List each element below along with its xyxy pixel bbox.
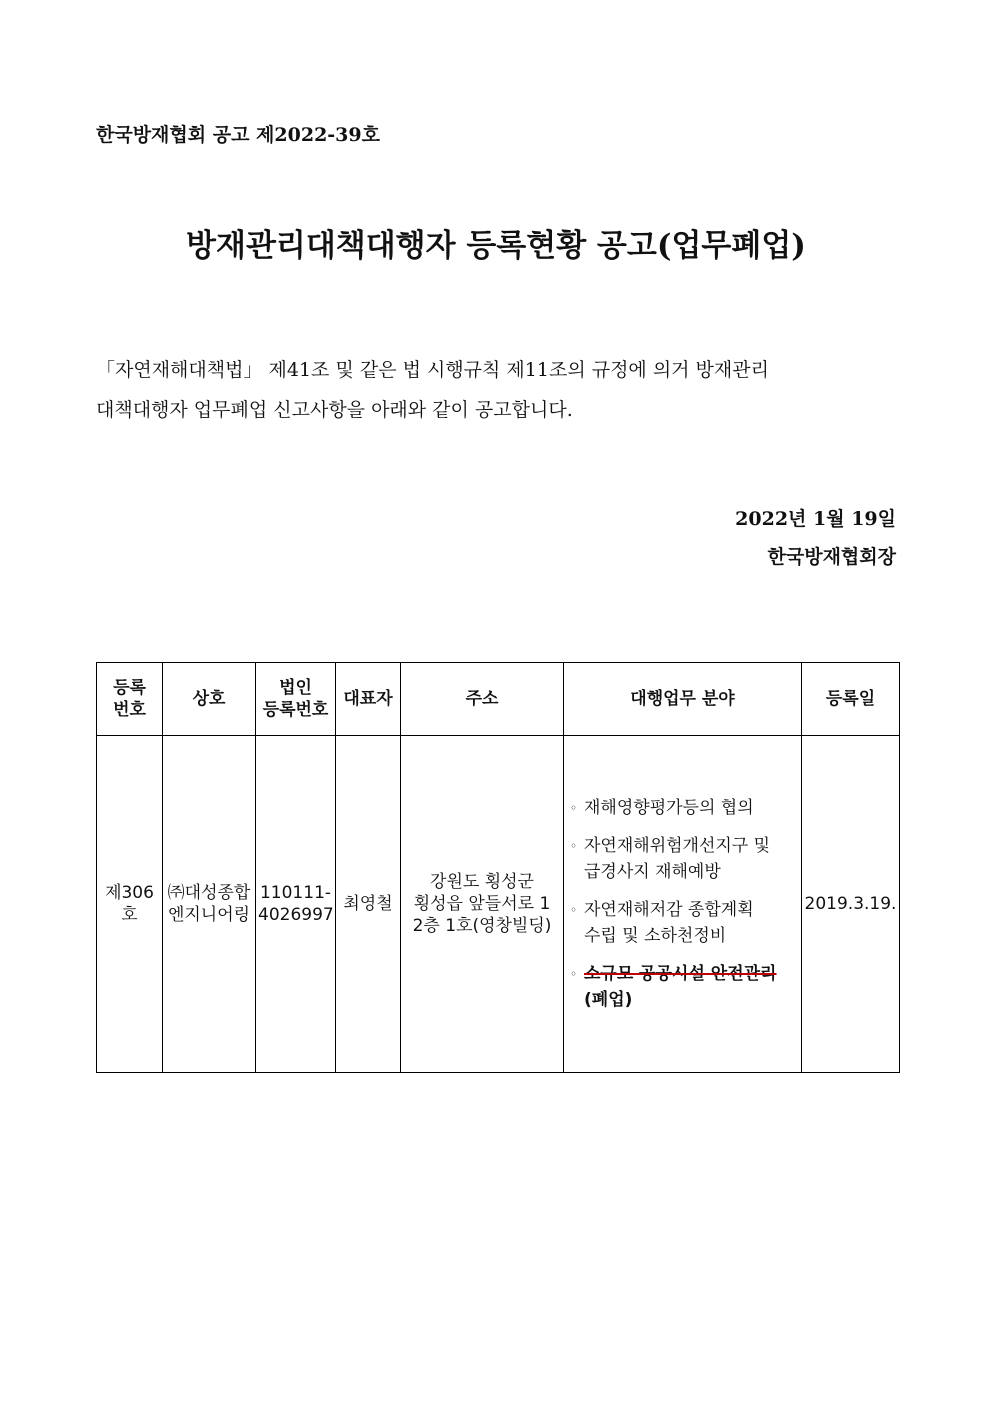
page-title: 방재관리대책대행자 등록현황 공고(업무폐업) bbox=[186, 228, 806, 264]
header-corp-no bbox=[256, 663, 336, 736]
closed-note: (폐업) bbox=[584, 990, 633, 1010]
duty-item bbox=[570, 833, 797, 885]
table-header-row bbox=[97, 663, 900, 736]
duty-text bbox=[584, 961, 776, 1013]
bullet-icon: ◦ bbox=[570, 839, 578, 853]
closed-duty-text: 소규모 공공시설 안전관리 bbox=[584, 964, 777, 984]
notice-number: 한국방재협회 공고 제2022-39호 bbox=[96, 124, 380, 146]
header-reg-date: 등록일 bbox=[802, 663, 900, 736]
registration-table bbox=[96, 662, 900, 1073]
address-line2: 횡성읍 앞들서로 1 bbox=[413, 894, 551, 914]
header-company: 상호 bbox=[163, 663, 256, 736]
bullet-icon: ◦ bbox=[570, 967, 578, 981]
cell-rep: 최영철 bbox=[336, 736, 401, 1073]
notice-date: 2022년 1월 19일 bbox=[735, 508, 896, 530]
signer: 한국방재협회장 bbox=[767, 546, 896, 568]
duty-text: 자연재해위험개선지구 및 급경사지 재해예방 bbox=[584, 836, 771, 882]
header-address: 주소 bbox=[401, 663, 564, 736]
notice-body bbox=[96, 350, 896, 430]
corp-no-line1: 110111- bbox=[259, 883, 332, 903]
body-line-1: 「자연재해대책법」 제41조 및 같은 법 시행규칙 제11조의 규정에 의거 방재관리 bbox=[96, 359, 769, 381]
cell-reg-date: 2019.3.19. bbox=[802, 736, 900, 1073]
corp-no-line2: 4026997 bbox=[258, 905, 334, 925]
bullet-icon: ◦ bbox=[570, 801, 578, 815]
header-corp-no-line1: 법인 bbox=[279, 678, 312, 698]
company-line1: ㈜대성종합 bbox=[167, 883, 251, 903]
address-line3: 2층 1호(영창빌딩) bbox=[412, 916, 552, 936]
header-rep: 대표자 bbox=[336, 663, 401, 736]
header-duties: 대행업무 분야 bbox=[564, 663, 802, 736]
header-reg-no bbox=[97, 663, 163, 736]
duty-item-closed bbox=[570, 961, 797, 1013]
bullet-icon: ◦ bbox=[570, 903, 578, 917]
duty-text: 자연재해저감 종합계획 수립 및 소하천정비 bbox=[584, 900, 754, 946]
cell-address bbox=[401, 736, 564, 1073]
table-row bbox=[97, 736, 900, 1073]
cell-duties bbox=[564, 736, 802, 1073]
cell-reg-no: 제306호 bbox=[97, 736, 163, 1073]
body-line-2: 대책대행자 업무폐업 신고사항을 아래와 같이 공고합니다. bbox=[96, 399, 573, 421]
cell-corp-no bbox=[256, 736, 336, 1073]
duty-text: 재해영향평가등의 협의 bbox=[584, 798, 754, 818]
header-reg-no-line2: 번호 bbox=[113, 700, 146, 720]
header-reg-no-line1: 등록 bbox=[113, 678, 146, 698]
company-line2: 엔지니어링 bbox=[167, 905, 251, 925]
duty-item bbox=[570, 897, 797, 949]
address-line1: 강원도 횡성군 bbox=[430, 872, 534, 892]
header-corp-no-line2: 등록번호 bbox=[262, 700, 329, 720]
cell-company bbox=[163, 736, 256, 1073]
duty-item bbox=[570, 795, 797, 821]
